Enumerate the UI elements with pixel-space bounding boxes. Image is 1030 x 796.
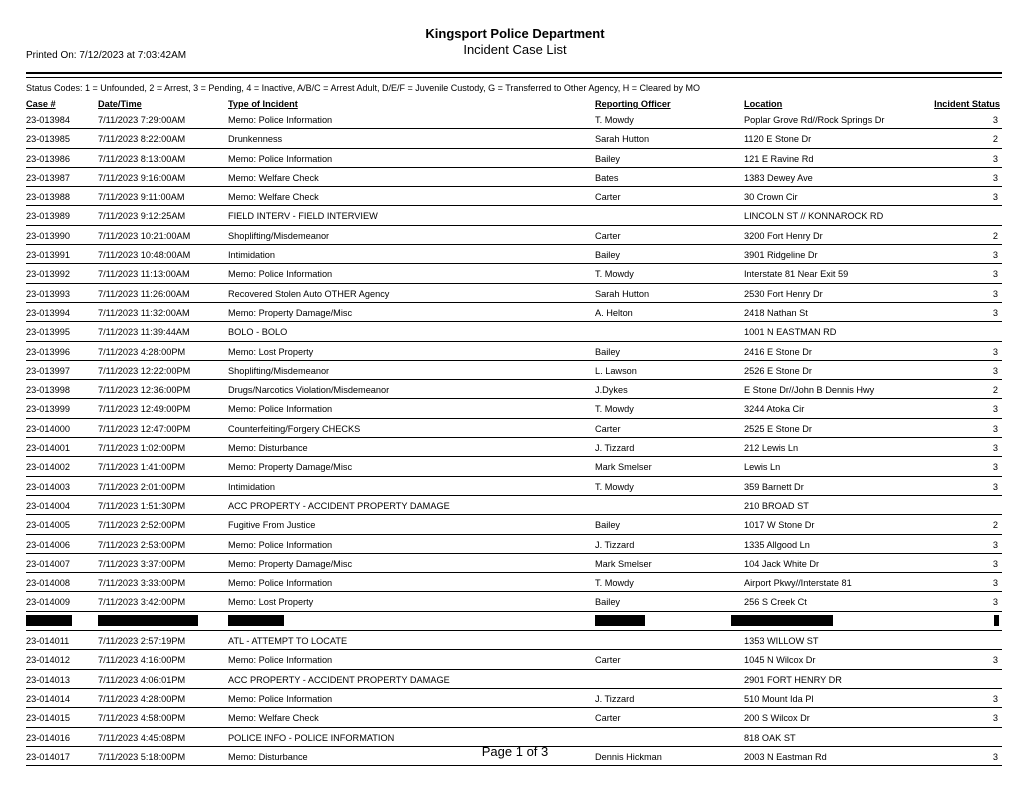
- cell-type: Recovered Stolen Auto OTHER Agency: [228, 288, 390, 299]
- table-row: [26, 573, 1002, 592]
- cell-location: 3901 Ridgeline Dr: [744, 250, 818, 261]
- redaction-bar: [731, 615, 833, 626]
- cell-date: 7/11/2023 11:26:00AM: [98, 288, 190, 299]
- cell-date: 7/11/2023 12:36:00PM: [98, 385, 191, 396]
- cell-date: 7/11/2023 12:49:00PM: [98, 404, 191, 415]
- redaction-bar: [98, 615, 198, 626]
- cell-officer: Carter: [595, 192, 621, 203]
- cell-date: 7/11/2023 4:28:00PM: [98, 693, 186, 704]
- cell-case: 23-013987: [26, 172, 70, 183]
- cell-case: 23-013997: [26, 365, 70, 376]
- cell-case: 23-014003: [26, 481, 70, 492]
- cell-case: 23-014009: [26, 597, 70, 608]
- cell-officer: Bailey: [595, 250, 621, 261]
- report-subtitle: Incident Case List: [463, 42, 567, 57]
- cell-type: Memo: Property Damage/Misc: [228, 462, 353, 473]
- cell-status: 3: [992, 558, 998, 569]
- cell-location: 2416 E Stone Dr: [744, 346, 812, 357]
- cell-status: 3: [992, 539, 998, 550]
- table-row: [26, 187, 1002, 206]
- cell-location: 2526 E Stone Dr: [744, 365, 812, 376]
- cell-officer: Sarah Hutton: [595, 134, 650, 145]
- cell-status: 3: [992, 307, 998, 318]
- cell-date: 7/11/2023 2:01:00PM: [98, 481, 186, 492]
- cell-type: Memo: Police Information: [228, 404, 333, 415]
- cell-date: 7/11/2023 10:21:00AM: [98, 230, 191, 241]
- cell-case: 23-014004: [26, 500, 70, 511]
- table-row: [26, 708, 1002, 727]
- cell-date: 7/11/2023 5:18:00PM: [98, 751, 186, 762]
- cell-location: 200 S Wilcox Dr: [744, 713, 810, 724]
- cell-status: 3: [992, 115, 998, 125]
- cell-officer: Carter: [595, 713, 621, 724]
- cell-officer: J. Tizzard: [595, 693, 635, 704]
- table-header-row: [26, 97, 1002, 110]
- cell-officer: T. Mowdy: [595, 481, 634, 492]
- table-row: [26, 477, 1002, 496]
- cell-officer: Mark Smelser: [595, 558, 652, 569]
- cell-case: 23-013996: [26, 346, 70, 357]
- cell-officer: Bates: [595, 172, 619, 183]
- page-number: Page 1 of 3: [481, 744, 549, 759]
- cell-status: 3: [992, 365, 998, 376]
- table-row: [26, 303, 1002, 322]
- cell-officer: T. Mowdy: [595, 578, 634, 589]
- cell-officer: Bailey: [595, 597, 621, 608]
- cell-date: 7/11/2023 2:52:00PM: [98, 520, 186, 531]
- cell-officer: Carter: [595, 655, 621, 666]
- cell-location: 121 E Ravine Rd: [744, 153, 814, 164]
- redaction-bar: [26, 615, 72, 626]
- cell-case: 23-014005: [26, 520, 70, 531]
- cell-date: 7/11/2023 7:29:00AM: [98, 115, 186, 125]
- cell-location: 359 Barnett Dr: [744, 481, 804, 492]
- cell-officer: T. Mowdy: [595, 269, 634, 280]
- cell-status: 2: [992, 230, 998, 241]
- cell-type: Memo: Lost Property: [228, 346, 314, 357]
- cell-date: 7/11/2023 4:58:00PM: [98, 713, 186, 724]
- cell-officer: Bailey: [595, 520, 621, 531]
- cell-status: 3: [992, 192, 998, 203]
- cell-officer: Mark Smelser: [595, 462, 652, 473]
- cell-type: Shoplifting/Misdemeanor: [228, 365, 330, 376]
- cell-officer: Carter: [595, 423, 621, 434]
- cell-case: 23-013998: [26, 385, 70, 396]
- table-row: [26, 496, 1002, 515]
- cell-status: 3: [992, 462, 998, 473]
- cell-case: 23-013986: [26, 153, 70, 164]
- cell-officer: J. Tizzard: [595, 443, 635, 454]
- cell-status: 3: [992, 693, 998, 704]
- cell-status: 3: [992, 597, 998, 608]
- table-row: [26, 168, 1002, 187]
- cell-type: Memo: Disturbance: [228, 443, 308, 454]
- cell-location: Poplar Grove Rd//Rock Springs Dr: [744, 115, 885, 125]
- incident-table: [26, 97, 1002, 766]
- cell-case: 23-014017: [26, 751, 70, 762]
- cell-case: 23-014006: [26, 539, 70, 550]
- cell-date: 7/11/2023 12:47:00PM: [98, 423, 191, 434]
- printed-on-timestamp: Printed On: 7/12/2023 at 7:03:42AM: [26, 50, 187, 61]
- cell-date: 7/11/2023 12:22:00PM: [98, 365, 191, 376]
- cell-status: 3: [992, 655, 998, 666]
- table-row: [26, 110, 1002, 129]
- cell-status: 3: [992, 346, 998, 357]
- table-row: [26, 592, 1002, 611]
- table-row: [26, 457, 1002, 476]
- cell-type: POLICE INFO - POLICE INFORMATION: [228, 732, 395, 743]
- cell-date: 7/11/2023 3:37:00PM: [98, 558, 186, 569]
- cell-type: Intimidation: [228, 250, 275, 261]
- cell-location: 2530 Fort Henry Dr: [744, 288, 823, 299]
- cell-date: 7/11/2023 11:13:00AM: [98, 269, 190, 280]
- table-row: [26, 245, 1002, 264]
- cell-case: 23-014007: [26, 558, 70, 569]
- cell-status: 3: [992, 269, 998, 280]
- department-title: Kingsport Police Department: [425, 26, 605, 41]
- cell-officer: J.Dykes: [595, 385, 628, 396]
- cell-officer: Bailey: [595, 346, 621, 357]
- cell-type: Shoplifting/Misdemeanor: [228, 230, 330, 241]
- cell-status: 2: [992, 520, 998, 531]
- cell-location: LINCOLN ST // KONNAROCK RD: [744, 211, 884, 222]
- column-header-location: Location: [744, 99, 783, 109]
- cell-case: 23-013985: [26, 134, 70, 145]
- cell-date: 7/11/2023 1:02:00PM: [98, 443, 186, 454]
- cell-type: ACC PROPERTY - ACCIDENT PROPERTY DAMAGE: [228, 674, 450, 685]
- cell-location: 212 Lewis Ln: [744, 443, 799, 454]
- cell-type: Memo: Property Damage/Misc: [228, 558, 353, 569]
- cell-case: 23-013994: [26, 307, 70, 318]
- cell-location: E Stone Dr//John B Dennis Hwy: [744, 385, 875, 396]
- cell-location: 1001 N EASTMAN RD: [744, 327, 837, 338]
- cell-type: Memo: Police Information: [228, 693, 333, 704]
- cell-location: 2003 N Eastman Rd: [744, 751, 827, 762]
- cell-type: Memo: Police Information: [228, 578, 333, 589]
- table-row: [26, 554, 1002, 573]
- cell-case: 23-014008: [26, 578, 70, 589]
- cell-date: 7/11/2023 11:39:44AM: [98, 327, 190, 338]
- column-header-case: Case #: [26, 99, 56, 109]
- cell-location: 30 Crown Cir: [744, 192, 798, 203]
- cell-status: 3: [992, 404, 998, 415]
- status-codes-legend: Status Codes: 1 = Unfounded, 2 = Arrest, 3 = Pending, 4 = Inactive, A/B/C = Arrest Adult, D/E/F = Juvenile Custody, G = Transferred to Other Agency, H = Cleared by MO: [26, 83, 701, 93]
- cell-date: 7/11/2023 9:12:25AM: [98, 211, 186, 222]
- cell-date: 7/11/2023 4:16:00PM: [98, 655, 186, 666]
- cell-status: 3: [992, 250, 998, 261]
- cell-location: Airport Pkwy//Interstate 81: [744, 578, 852, 589]
- table-row: [26, 284, 1002, 303]
- cell-status: 3: [992, 443, 998, 454]
- cell-case: 23-014016: [26, 732, 70, 743]
- cell-location: 104 Jack White Dr: [744, 558, 820, 569]
- cell-date: 7/11/2023 4:06:01PM: [98, 674, 186, 685]
- cell-location: 1120 E Stone Dr: [744, 134, 812, 145]
- table-row: [26, 149, 1002, 168]
- cell-status: 3: [992, 578, 998, 589]
- table-row: [26, 670, 1002, 689]
- table-row: [26, 631, 1002, 650]
- redaction-bar: [994, 615, 999, 626]
- cell-type: Memo: Police Information: [228, 115, 333, 125]
- cell-case: 23-014011: [26, 636, 70, 647]
- cell-location: Interstate 81 Near Exit 59: [744, 269, 849, 280]
- cell-officer: J. Tizzard: [595, 539, 635, 550]
- table-row: [26, 129, 1002, 148]
- cell-officer: A. Helton: [595, 307, 633, 318]
- cell-status: 3: [992, 172, 998, 183]
- cell-date: 7/11/2023 2:57:19PM: [98, 636, 186, 647]
- table-row: [26, 342, 1002, 361]
- column-header-officer: Reporting Officer: [595, 99, 671, 109]
- cell-date: 7/11/2023 4:45:08PM: [98, 732, 186, 743]
- table-row: [26, 361, 1002, 380]
- cell-status: 2: [992, 134, 998, 145]
- cell-case: 23-014012: [26, 655, 70, 666]
- cell-officer: Sarah Hutton: [595, 288, 650, 299]
- cell-date: 7/11/2023 8:22:00AM: [98, 134, 186, 145]
- cell-case: 23-014002: [26, 462, 70, 473]
- cell-case: 23-014014: [26, 693, 70, 704]
- cell-date: 7/11/2023 4:28:00PM: [98, 346, 186, 357]
- cell-date: 7/11/2023 8:13:00AM: [98, 153, 186, 164]
- cell-status: 2: [992, 385, 998, 396]
- cell-type: Memo: Lost Property: [228, 597, 314, 608]
- cell-type: Memo: Property Damage/Misc: [228, 307, 353, 318]
- cell-location: 2901 FORT HENRY DR: [744, 674, 842, 685]
- cell-type: Counterfeiting/Forgery CHECKS: [228, 423, 361, 434]
- cell-location: 818 OAK ST: [744, 732, 796, 743]
- cell-case: 23-013989: [26, 211, 70, 222]
- cell-type: FIELD INTERV - FIELD INTERVIEW: [228, 211, 378, 222]
- cell-date: 7/11/2023 10:48:00AM: [98, 250, 191, 261]
- cell-date: 7/11/2023 11:32:00AM: [98, 307, 190, 318]
- cell-type: Drugs/Narcotics Violation/Misdemeanor: [228, 385, 390, 396]
- cell-case: 23-013995: [26, 327, 70, 338]
- redaction-bar: [228, 615, 284, 626]
- cell-status: 3: [992, 423, 998, 434]
- cell-case: 23-013984: [26, 115, 70, 125]
- cell-officer: T. Mowdy: [595, 404, 634, 415]
- cell-location: 210 BROAD ST: [744, 500, 809, 511]
- cell-type: Memo: Police Information: [228, 655, 333, 666]
- table-body: [26, 110, 1002, 766]
- table-row: [26, 515, 1002, 534]
- cell-date: 7/11/2023 1:41:00PM: [98, 462, 186, 473]
- cell-case: 23-014001: [26, 443, 70, 454]
- cell-location: 2525 E Stone Dr: [744, 423, 812, 434]
- cell-officer: Carter: [595, 230, 621, 241]
- cell-status: 3: [992, 481, 998, 492]
- cell-type: Intimidation: [228, 481, 275, 492]
- cell-case: 23-014013: [26, 674, 70, 685]
- cell-officer: Bailey: [595, 153, 621, 164]
- cell-type: BOLO - BOLO: [228, 327, 288, 338]
- cell-type: Memo: Welfare Check: [228, 713, 319, 724]
- column-header-type: Type of Incident: [228, 99, 298, 109]
- cell-officer: Dennis Hickman: [595, 751, 662, 762]
- cell-location: 1383 Dewey Ave: [744, 172, 813, 183]
- table-row: [26, 380, 1002, 399]
- table-row: [26, 419, 1002, 438]
- cell-location: 1335 Allgood Ln: [744, 539, 810, 550]
- cell-location: 1017 W Stone Dr: [744, 520, 815, 531]
- cell-location: 2418 Nathan St: [744, 307, 808, 318]
- cell-type: Memo: Police Information: [228, 539, 333, 550]
- cell-location: 3200 Fort Henry Dr: [744, 230, 823, 241]
- cell-type: Fugitive From Justice: [228, 520, 316, 531]
- cell-date: 7/11/2023 9:11:00AM: [98, 192, 185, 203]
- cell-date: 7/11/2023 3:42:00PM: [98, 597, 186, 608]
- cell-location: 3244 Atoka Cir: [744, 404, 805, 415]
- cell-location: 1045 N Wilcox Dr: [744, 655, 816, 666]
- cell-case: 23-013992: [26, 269, 70, 280]
- cell-type: ACC PROPERTY - ACCIDENT PROPERTY DAMAGE: [228, 500, 450, 511]
- cell-officer: T. Mowdy: [595, 115, 634, 125]
- cell-officer: L. Lawson: [595, 365, 637, 376]
- table-row: [26, 535, 1002, 554]
- cell-case: 23-013988: [26, 192, 70, 203]
- column-header-status: Incident Status: [934, 99, 1000, 109]
- cell-type: Memo: Police Information: [228, 269, 333, 280]
- table-row: [26, 226, 1002, 245]
- cell-status: 3: [992, 751, 998, 762]
- table-row: [26, 206, 1002, 225]
- cell-type: Memo: Disturbance: [228, 751, 308, 762]
- cell-case: 23-014015: [26, 713, 70, 724]
- table-row: [26, 689, 1002, 708]
- cell-type: Memo: Welfare Check: [228, 172, 319, 183]
- cell-status: 3: [992, 153, 998, 164]
- cell-location: 256 S Creek Ct: [744, 597, 807, 608]
- table-row: [26, 399, 1002, 418]
- cell-type: Drunkenness: [228, 134, 283, 145]
- cell-type: Memo: Welfare Check: [228, 192, 319, 203]
- table-row: [26, 650, 1002, 669]
- header-rule-thin: [26, 77, 1002, 78]
- column-header-date: Date/Time: [98, 99, 142, 109]
- redaction-bar: [595, 615, 645, 626]
- header-rule-thick: [26, 72, 1002, 74]
- cell-case: 23-014000: [26, 423, 70, 434]
- cell-status: 3: [992, 713, 998, 724]
- cell-type: ATL - ATTEMPT TO LOCATE: [228, 636, 348, 647]
- cell-location: 510 Mount Ida Pl: [744, 693, 814, 704]
- cell-status: 3: [992, 288, 998, 299]
- table-row: [26, 264, 1002, 283]
- cell-case: 23-013990: [26, 230, 70, 241]
- cell-case: 23-013999: [26, 404, 70, 415]
- table-row: [26, 438, 1002, 457]
- cell-case: 23-013991: [26, 250, 70, 261]
- redacted-row: [26, 612, 1002, 631]
- cell-date: 7/11/2023 1:51:30PM: [98, 500, 186, 511]
- cell-date: 7/11/2023 3:33:00PM: [98, 578, 186, 589]
- cell-date: 7/11/2023 2:53:00PM: [98, 539, 186, 550]
- cell-type: Memo: Police Information: [228, 153, 333, 164]
- cell-date: 7/11/2023 9:16:00AM: [98, 172, 186, 183]
- cell-case: 23-013993: [26, 288, 70, 299]
- cell-location: Lewis Ln: [744, 462, 781, 473]
- cell-location: 1353 WILLOW ST: [744, 636, 819, 647]
- table-row: [26, 322, 1002, 341]
